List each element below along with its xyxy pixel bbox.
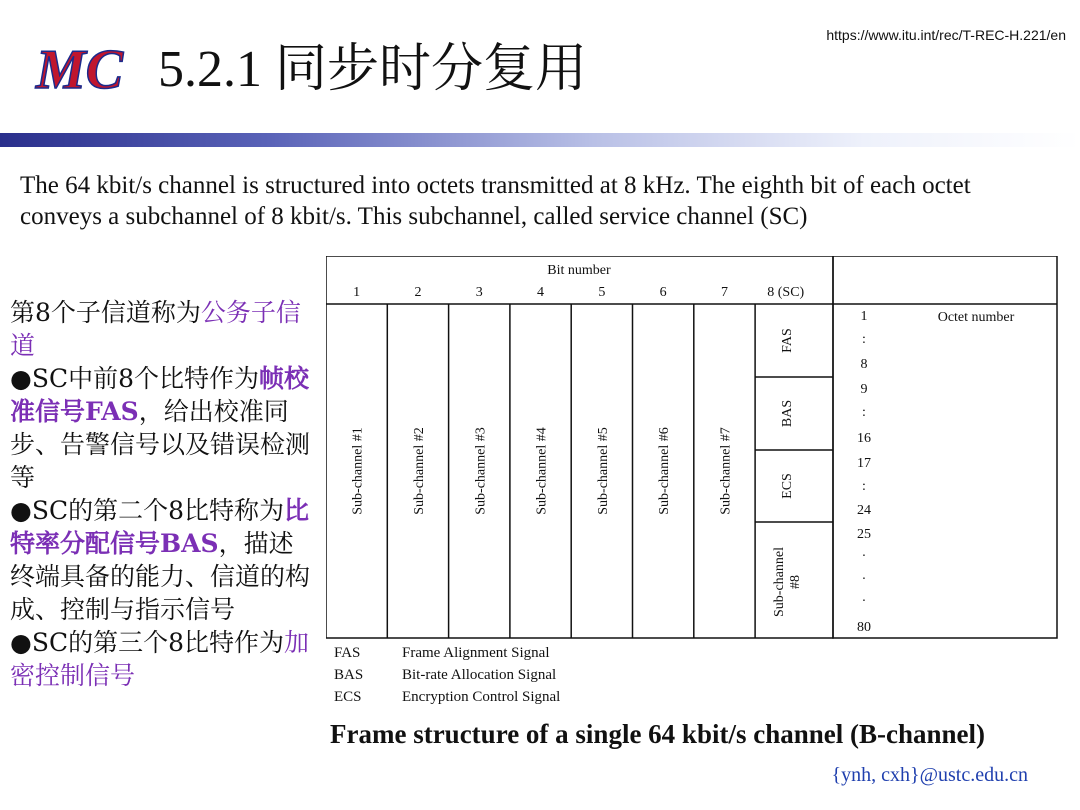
- legend-row-fas: [334, 642, 560, 664]
- note-2-text: ●SC中前8个比特作为: [10, 364, 259, 393]
- footer-email: {ynh, cxh}@ustc.edu.cn: [831, 764, 1028, 786]
- bit-label-2: 2: [414, 285, 422, 300]
- note-1: [10, 296, 310, 362]
- legend-desc: Bit-rate Allocation Signal: [402, 667, 557, 683]
- note-4: [10, 626, 310, 692]
- subchannel-8-number: #8: [787, 575, 803, 589]
- octet-number: 80: [857, 620, 871, 635]
- legend-row-ecs: [334, 686, 560, 708]
- note-3-tail: ，描述终端具备的能力、信道的构成、控制与指示信号: [10, 529, 311, 624]
- bit-label-1: 1: [353, 285, 361, 300]
- octet-number: ·: [861, 572, 867, 587]
- octet-number: 25: [857, 527, 871, 542]
- octet-number: 1: [860, 309, 868, 324]
- octet-number: ·: [861, 594, 867, 609]
- note-3-highlight: 比特率分配信号BAS: [10, 496, 309, 558]
- page-title: 5.2.1 同步时分复用: [158, 41, 588, 98]
- bit-label-8: 8 (SC): [767, 285, 805, 300]
- legend-desc: Encryption Control Signal: [402, 689, 561, 705]
- intro-line-2: conveys a subchannel of 8 kbit/s. This subchannel, called service channel (SC): [20, 203, 808, 230]
- subchannel-label-3: Sub-channel #3: [473, 427, 489, 515]
- side-notes: [10, 296, 310, 692]
- subchannel-label-2: Sub-channel #2: [411, 427, 427, 515]
- service-channel-column: [755, 328, 833, 617]
- octet-number: :: [862, 405, 866, 420]
- octet-number: 16: [857, 431, 871, 446]
- note-1-highlight: 公务子信道: [10, 298, 301, 360]
- note-2-highlight: 帧校准信号FAS: [10, 364, 309, 426]
- legend: [334, 642, 560, 708]
- logo-text: MC: [36, 39, 124, 100]
- subchannel-label-7: Sub-channel #7: [718, 427, 734, 515]
- source-url[interactable]: https://www.itu.int/rec/T-REC-H.221/en: [826, 27, 1066, 43]
- subchannel-label-4: Sub-channel #4: [534, 427, 550, 515]
- sc-field-ecs: ECS: [779, 473, 795, 499]
- bit-number-label: Bit number: [547, 263, 611, 278]
- octet-number: 24: [857, 503, 871, 518]
- note-3-text: ●SC的第二个8比特称为: [10, 496, 284, 525]
- octet-number: :: [862, 332, 866, 347]
- octet-number: ·: [861, 549, 867, 564]
- octet-number: :: [862, 479, 866, 494]
- note-4-highlight: 加密控制信号: [10, 628, 309, 690]
- bit-label-7: 7: [720, 285, 728, 300]
- sc-field-fas: FAS: [779, 328, 795, 353]
- sc-field-bas: BAS: [779, 399, 795, 428]
- bit-label-5: 5: [598, 285, 606, 300]
- header-band: [0, 133, 1080, 147]
- table-outline: [326, 256, 833, 638]
- subchannel-columns: [351, 304, 755, 638]
- legend-desc: Frame Alignment Signal: [402, 645, 550, 661]
- note-3: [10, 494, 310, 626]
- intro-text: [20, 170, 1065, 232]
- subchannel-label-6: Sub-channel #6: [657, 427, 673, 515]
- subchannel-8-label: Sub-channel: [771, 547, 787, 617]
- bit-label-6: 6: [659, 285, 667, 300]
- mc-logo: [34, 36, 164, 100]
- note-2-tail: ，给出校准同步、告警信号以及错误检测等: [10, 397, 311, 492]
- bit-label-4: 4: [537, 285, 545, 300]
- intro-line-1: The 64 kbit/s channel is structured into octets transmitted at 8 kHz. The eighth bit of each octet: [20, 172, 971, 199]
- octet-numbers: [857, 309, 871, 635]
- subchannel-label-5: Sub-channel #5: [595, 427, 611, 515]
- octet-number-label: Octet number: [937, 310, 1015, 325]
- note-4-text: ●SC的第三个8比特作为: [10, 628, 284, 657]
- octet-number: 17: [857, 456, 871, 471]
- legend-key: ECS: [334, 689, 362, 705]
- subchannel-label-1: Sub-channel #1: [350, 427, 366, 515]
- octet-number: 9: [860, 382, 868, 397]
- legend-key: BAS: [334, 667, 364, 683]
- bit-labels: [353, 285, 804, 300]
- octet-number: 8: [860, 357, 868, 372]
- figure-caption: Frame structure of a single 64 kbit/s channel (B-channel): [330, 719, 985, 749]
- bit-label-3: 3: [475, 285, 483, 300]
- note-1-text: 第8个子信道称为: [10, 298, 201, 327]
- legend-key: FAS: [334, 645, 361, 661]
- note-2: [10, 362, 310, 494]
- legend-row-bas: [334, 664, 560, 686]
- frame-structure-figure: [326, 256, 1059, 640]
